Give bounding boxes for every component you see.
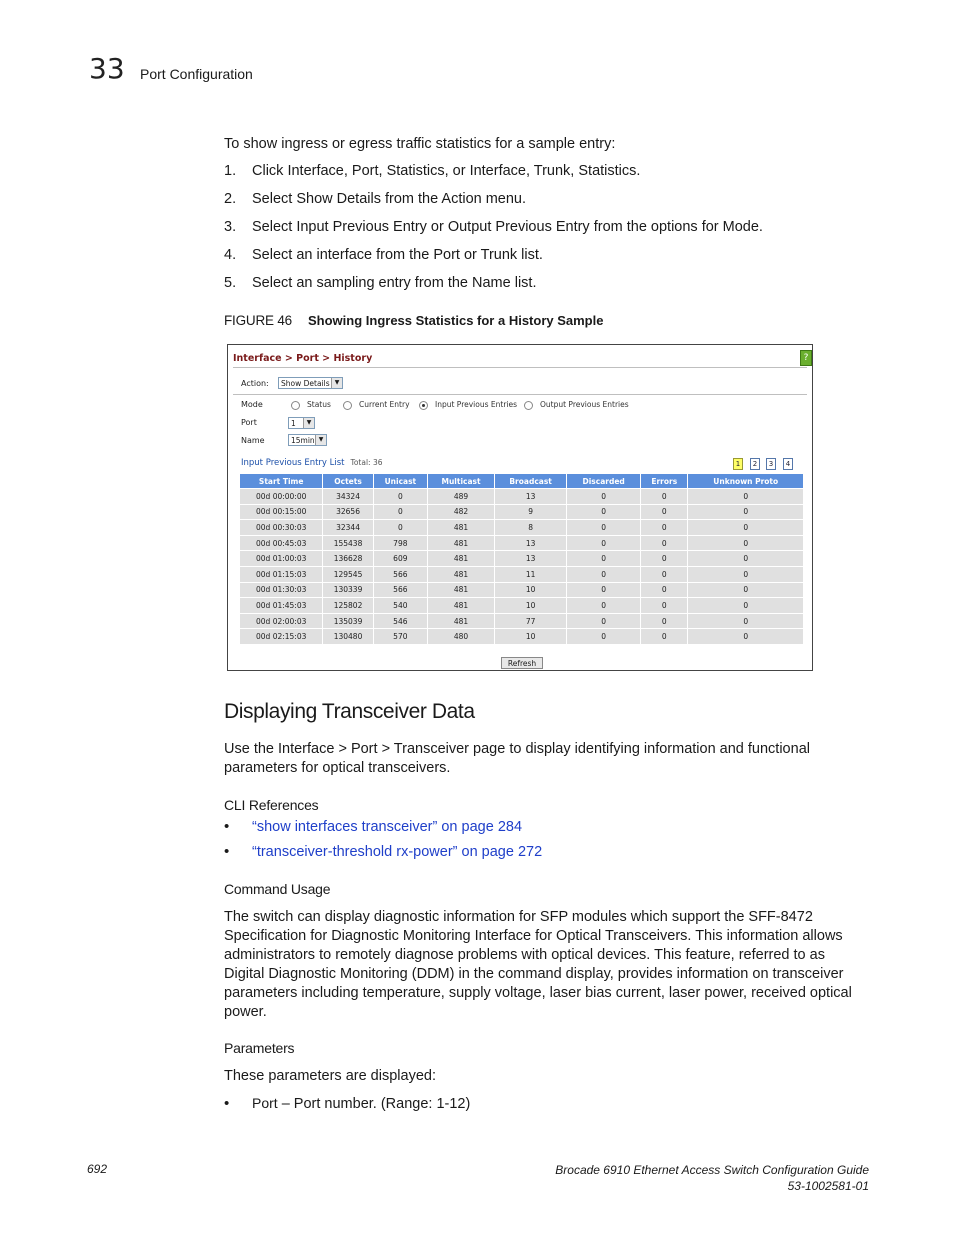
table-cell: 10 xyxy=(495,598,567,614)
command-usage-line: Specification for Diagnostic Monitoring Interface for Optical Transceivers. This information allows xyxy=(224,928,843,944)
command-usage-heading: Command Usage xyxy=(224,881,331,897)
table-cell: 0 xyxy=(688,551,804,567)
table-cell: 566 xyxy=(373,582,427,598)
parameter-term: Port xyxy=(252,1095,278,1111)
table-cell: 0 xyxy=(641,535,688,551)
action-select[interactable] xyxy=(278,377,343,389)
step-item xyxy=(224,275,536,291)
table-cell: 566 xyxy=(373,566,427,582)
table-cell: 570 xyxy=(373,629,427,645)
table-cell: 11 xyxy=(495,566,567,582)
table-cell: 00d 00:30:03 xyxy=(240,520,323,536)
command-usage-line: parameters including temperature, supply voltage, laser bias current, laser power, received optical xyxy=(224,985,852,1001)
mode-radio-label: Output Previous Entries xyxy=(540,400,629,409)
table-cell: 0 xyxy=(641,551,688,567)
breadcrumb: Interface > Port > History xyxy=(233,353,373,364)
parameter-item xyxy=(224,1095,470,1112)
figure-number: FIGURE 46 xyxy=(224,313,292,328)
table-cell: 0 xyxy=(567,489,641,505)
action-label: Action: xyxy=(241,379,269,388)
table-cell: 609 xyxy=(373,551,427,567)
figure-title: Showing Ingress Statistics for a History Sample xyxy=(308,313,604,328)
mode-radio-label: Status xyxy=(307,400,331,409)
help-icon[interactable]: ? xyxy=(800,350,812,366)
table-cell: 130480 xyxy=(323,629,373,645)
table-cell: 0 xyxy=(641,613,688,629)
table-cell: 0 xyxy=(567,551,641,567)
table-cell: 10 xyxy=(495,629,567,645)
list-title-text: Input Previous Entry List xyxy=(241,458,345,468)
table-cell: 0 xyxy=(688,504,804,520)
table-cell: 13 xyxy=(495,489,567,505)
table-cell: 0 xyxy=(373,504,427,520)
table-cell: 00d 01:30:03 xyxy=(240,582,323,598)
mode-radio[interactable] xyxy=(343,401,352,410)
step-text: Select Input Previous Entry or Output Previous Entry from the options for Mode. xyxy=(252,219,763,235)
step-item xyxy=(224,191,526,207)
table-cell: 0 xyxy=(567,504,641,520)
table-cell: 129545 xyxy=(323,566,373,582)
doc-number: 53-1002581-01 xyxy=(787,1179,869,1193)
table-cell: 798 xyxy=(373,535,427,551)
table-cell: 9 xyxy=(495,504,567,520)
table-cell: 34324 xyxy=(323,489,373,505)
name-select-value: 15min xyxy=(291,436,315,445)
bullet-icon: • xyxy=(224,843,230,860)
table-header-row xyxy=(240,474,804,489)
table-cell: 0 xyxy=(567,535,641,551)
table-cell: 0 xyxy=(641,504,688,520)
mode-radio[interactable] xyxy=(419,401,428,410)
table-cell: 130339 xyxy=(323,582,373,598)
mode-label: Mode xyxy=(241,400,263,409)
table-cell: 546 xyxy=(373,613,427,629)
bullet-icon: • xyxy=(224,1095,230,1112)
table-cell: 481 xyxy=(427,598,494,614)
table-cell: 00d 01:00:03 xyxy=(240,551,323,567)
step-item xyxy=(224,163,640,179)
table-cell: 13 xyxy=(495,535,567,551)
port-select-value: 1 xyxy=(291,419,296,428)
chevron-down-icon: ▼ xyxy=(331,378,342,388)
cli-link[interactable]: “show interfaces transceiver” on page 284 xyxy=(252,819,523,835)
page-button[interactable]: 2 xyxy=(750,458,760,470)
cli-link[interactable]: “transceiver-threshold rx-power” on page 272 xyxy=(252,844,543,860)
table-cell: 481 xyxy=(427,582,494,598)
table-cell: 77 xyxy=(495,613,567,629)
parameters-intro: These parameters are displayed: xyxy=(224,1068,436,1084)
column-header: Errors xyxy=(641,474,688,489)
section-title: Displaying Transceiver Data xyxy=(224,700,475,723)
table-cell: 0 xyxy=(567,629,641,645)
step-text: Select an interface from the Port or Trunk list. xyxy=(252,247,543,263)
table-cell: 135039 xyxy=(323,613,373,629)
table-cell: 481 xyxy=(427,613,494,629)
step-number: 3. xyxy=(224,219,237,235)
table-cell: 00d 02:15:03 xyxy=(240,629,323,645)
table-cell: 0 xyxy=(688,598,804,614)
table-row xyxy=(240,613,804,629)
name-select[interactable] xyxy=(288,434,327,446)
step-text: Select Show Details from the Action menu. xyxy=(252,191,527,207)
table-cell: 0 xyxy=(641,598,688,614)
table-cell: 0 xyxy=(688,613,804,629)
section-intro xyxy=(224,740,810,778)
command-usage-line: administrators to remotely diagnose problems with optical devices. This feature, referred to as xyxy=(224,947,825,963)
table-cell: 0 xyxy=(567,520,641,536)
table-row xyxy=(240,489,804,505)
column-header: Broadcast xyxy=(495,474,567,489)
page-button[interactable]: 3 xyxy=(766,458,776,470)
command-usage-line: The switch can display diagnostic information for SFP modules which support the SFF-8472 xyxy=(224,909,813,925)
table-cell: 481 xyxy=(427,520,494,536)
table-cell: 489 xyxy=(427,489,494,505)
step-number: 1. xyxy=(224,163,237,179)
table-cell: 13 xyxy=(495,551,567,567)
table-cell: 0 xyxy=(567,566,641,582)
table-cell: 0 xyxy=(567,598,641,614)
column-header: Unknown Proto xyxy=(688,474,804,489)
table-row xyxy=(240,535,804,551)
chevron-down-icon: ▼ xyxy=(303,418,314,428)
name-label: Name xyxy=(241,436,265,445)
page-number: 692 xyxy=(87,1162,108,1176)
mode-radio-label: Current Entry xyxy=(359,400,410,409)
table-cell: 481 xyxy=(427,551,494,567)
table-cell: 32344 xyxy=(323,520,373,536)
table-cell: 136628 xyxy=(323,551,373,567)
step-number: 2. xyxy=(224,191,237,207)
mode-radio[interactable] xyxy=(291,401,300,410)
intro-text: To show ingress or egress traffic statistics for a sample entry: xyxy=(224,136,616,152)
column-header: Octets xyxy=(323,474,373,489)
cli-references-heading: CLI References xyxy=(224,797,319,813)
table-cell: 00d 00:45:03 xyxy=(240,535,323,551)
footer-info xyxy=(555,1162,869,1194)
cli-link-item xyxy=(224,818,522,835)
port-select[interactable] xyxy=(288,417,315,429)
table-cell: 0 xyxy=(641,520,688,536)
chapter-number: 33 xyxy=(89,52,125,85)
chapter-title: Port Configuration xyxy=(140,66,253,82)
table-cell: 0 xyxy=(688,535,804,551)
table-cell: 0 xyxy=(688,489,804,505)
table-cell: 0 xyxy=(688,629,804,645)
parameter-description: – Port number. (Range: 1-12) xyxy=(277,1096,471,1112)
step-number: 5. xyxy=(224,275,237,291)
port-label: Port xyxy=(241,418,257,427)
table-cell: 125802 xyxy=(323,598,373,614)
table-cell: 0 xyxy=(688,566,804,582)
table-cell: 8 xyxy=(495,520,567,536)
table-cell: 481 xyxy=(427,566,494,582)
guide-title: Brocade 6910 Ethernet Access Switch Configuration Guide xyxy=(555,1163,869,1177)
table-cell: 0 xyxy=(567,613,641,629)
table-cell: 481 xyxy=(427,535,494,551)
table-row xyxy=(240,566,804,582)
table-cell: 0 xyxy=(641,489,688,505)
table-row xyxy=(240,504,804,520)
table-cell: 0 xyxy=(641,566,688,582)
table-cell: 540 xyxy=(373,598,427,614)
table-cell: 0 xyxy=(688,520,804,536)
parameters-heading: Parameters xyxy=(224,1040,295,1056)
step-text: Select an sampling entry from the Name list. xyxy=(252,275,537,291)
table-row xyxy=(240,551,804,567)
table-cell: 0 xyxy=(373,520,427,536)
page-button[interactable]: 4 xyxy=(783,458,793,470)
table-cell: 0 xyxy=(641,582,688,598)
step-number: 4. xyxy=(224,247,237,263)
table-row xyxy=(240,598,804,614)
table-cell: 10 xyxy=(495,582,567,598)
refresh-button[interactable]: Refresh xyxy=(501,657,543,669)
command-usage-line: Digital Diagnostic Monitoring (DDM) in the command display, provides information on transceiver xyxy=(224,966,844,982)
table-cell: 0 xyxy=(688,582,804,598)
table-row xyxy=(240,582,804,598)
mode-radio[interactable] xyxy=(524,401,533,410)
table-cell: 480 xyxy=(427,629,494,645)
bullet-icon: • xyxy=(224,818,230,835)
step-text: Click Interface, Port, Statistics, or Interface, Trunk, Statistics. xyxy=(252,163,641,179)
table-cell: 00d 01:45:03 xyxy=(240,598,323,614)
column-header: Start Time xyxy=(240,474,323,489)
table-cell: 00d 01:15:03 xyxy=(240,566,323,582)
table-cell: 482 xyxy=(427,504,494,520)
column-header: Multicast xyxy=(427,474,494,489)
table-cell: 32656 xyxy=(323,504,373,520)
divider xyxy=(233,394,807,395)
figure-caption xyxy=(224,313,603,328)
list-total: Total: 36 xyxy=(350,458,383,467)
cli-link-item xyxy=(224,843,542,860)
mode-radio-label: Input Previous Entries xyxy=(435,400,518,409)
table-row xyxy=(240,629,804,645)
table-cell: 0 xyxy=(373,489,427,505)
section-intro-line: parameters for optical transceivers. xyxy=(224,760,451,776)
table-cell: 0 xyxy=(641,629,688,645)
step-item xyxy=(224,219,763,235)
column-header: Unicast xyxy=(373,474,427,489)
table-cell: 00d 00:15:00 xyxy=(240,504,323,520)
step-item xyxy=(224,247,543,263)
table-cell: 00d 00:00:00 xyxy=(240,489,323,505)
history-table xyxy=(239,473,804,645)
command-usage-line: power. xyxy=(224,1004,267,1020)
page-button[interactable]: 1 xyxy=(733,458,743,470)
table-cell: 0 xyxy=(567,582,641,598)
table-row xyxy=(240,520,804,536)
history-screenshot xyxy=(227,344,813,671)
chevron-down-icon: ▼ xyxy=(315,435,326,445)
command-usage-text xyxy=(224,908,852,1022)
table-cell: 155438 xyxy=(323,535,373,551)
table-cell: 00d 02:00:03 xyxy=(240,613,323,629)
column-header: Discarded xyxy=(567,474,641,489)
section-intro-line: Use the Interface > Port > Transceiver page to display identifying information and functional xyxy=(224,741,810,757)
list-title xyxy=(241,458,383,468)
action-select-value: Show Details xyxy=(281,379,330,388)
divider xyxy=(233,367,807,368)
